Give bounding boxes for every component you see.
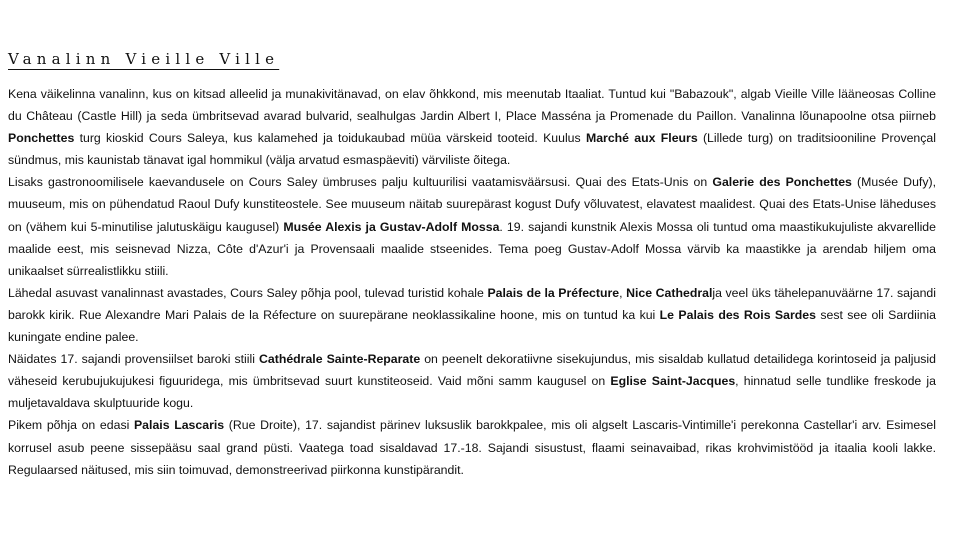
- paragraph-text: ,: [619, 285, 627, 300]
- paragraph-text: Lähedal asuvast vanalinnast avastades, Cours Saley põhja pool, tulevad turistid kohale: [8, 285, 488, 300]
- paragraph-text: (Musée Dufy), muuseum, mis on pühendatud Raoul Dufy kunstiteostele. See muuseum näitab suurepärast kogust Dufy võluvatest, elavatest maalidest. Quai des Etats-Unise läheduses on (vähem kui 5-minutilise jalutuskäigu kaugusel): [8, 175, 936, 234]
- place-name: Cathédrale Sainte-Reparate: [259, 352, 421, 367]
- paragraph-text: Kena väikelinna vanalinn, kus on kitsad alleelid ja munakivitänavad, on elav õhkkond, mis meenutab Itaaliat. Tuntud kui "Babazouk", algab Vieille Ville lääneosas Colline du Château (Castle Hill) ja seda ümbritsevad avarad bulvarid, sealhulgas Jardin Albert I, Place Masséna ja Promenade du Paillon. Vanalinna lõunapoolne otsa piirneb: [8, 87, 936, 124]
- paragraph-text: . 19. sajandi kunstnik Alexis Mossa oli tuntud oma maastikukujuliste akvarellide maalide eest, mis seisnevad Nizza, Côte d'Azur'i ja Provensaali maalide stseenides. Tema poeg Gustav-Adolf Mossa värvib ka maastikke ja arendab hiljem oma unikaalset sürrealistlikku stiili.: [8, 219, 936, 278]
- place-name: Marché aux Fleurs: [585, 131, 698, 146]
- paragraph-text: turg kioskid Cours Saleya, kus kalamehed ja toidukaubad müüa värskeid tooteid. Kuulus: [74, 131, 586, 146]
- place-name: Palais Lascaris: [133, 418, 225, 433]
- place-name: Musée Alexis ja Gustav-Adolf Mossa: [283, 219, 500, 234]
- place-name: Le Palais des Rois Sardes: [659, 307, 816, 322]
- paragraph-text: Lisaks gastronoomilisele kaevandusele on Cours Saley ümbruses palju kultuurilisi vaatamisväärsusi. Quai des Etats-Unis on: [8, 175, 713, 190]
- paragraph-text: (Rue Droite), 17. sajandist pärinev luksuslik barokkpalee, mis oli algselt Lascaris-Vintimille'i perekonna Castellar'i arv. Esimesel korrusel asub peene sissepääsu saal grand püsti. Vaatega toad sisaldavad 17.-18. Sajandi sisustust, flaami seinavaibad, rikas krohvimistööd ja itaalia kooli lakke. Regulaarsed näitused, mis siin toimuvad, demonstreerivad piirkonna kunstipärandit.: [8, 418, 936, 477]
- place-name: Ponchettes: [8, 131, 75, 146]
- paragraph-text: Pikem põhja on edasi: [8, 418, 134, 433]
- paragraph-text: (Lillede turg) on traditsiooniline Provençal sündmus, mis kaunistab tänavat igal hommikul (välja arvatud esmaspäeviti) värviliste õitega.: [8, 131, 936, 168]
- paragraph: [8, 83, 936, 171]
- paragraph-text: Näidates 17. sajandi provensiilset baroki stiili: [8, 352, 259, 367]
- paragraph-text: sest see oli Sardiinia kuningate endine palee.: [8, 307, 937, 345]
- paragraph: [8, 171, 936, 281]
- page-title: Vanalinn Vieille Ville: [8, 50, 280, 68]
- paragraph-text: , hinnatud selle tundlike freskode ja muljetavaldava skulptuuride kogu.: [8, 374, 936, 411]
- paragraph: [8, 282, 936, 348]
- document-body: [8, 83, 936, 481]
- paragraph-text: on peenelt dekoratiivne sisekujundus, mis sisaldab kullatud detailidega korintoseid ja paljusid väheseid kerubujukujukesi figuuridega, mis ümbritsevad suurt kunstiteoseid. Vaid mõni samm kaugusel on: [8, 352, 936, 389]
- place-name: Nice Cathedral: [626, 285, 713, 300]
- paragraph: [8, 414, 936, 480]
- place-name: Palais de la Préfecture: [487, 285, 620, 300]
- paragraph-text: ja veel üks tähelepanuväärne 17. sajandi barokk kirik. Rue Alexandre Mari Palais de la Réfecture on suurepärane neoklassikaline hoone, mis on tuntud ka kui: [8, 285, 936, 322]
- place-name: Eglise Saint-Jacques: [610, 374, 736, 389]
- place-name: Galerie des Ponchettes: [712, 175, 852, 190]
- paragraph: [8, 348, 936, 414]
- document-page: [8, 50, 936, 481]
